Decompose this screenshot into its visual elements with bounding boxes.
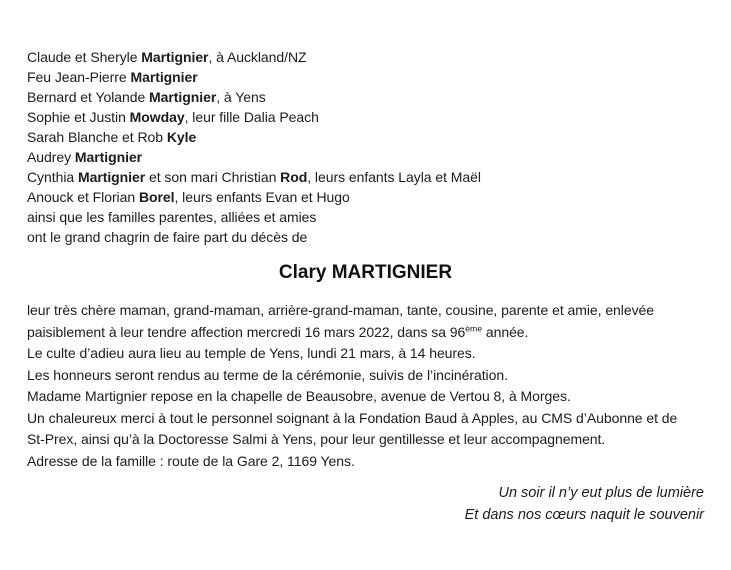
surname-bold: Kyle [166, 129, 197, 145]
text-segment: , à Auckland/NZ [208, 49, 307, 65]
epitaph [27, 482, 704, 526]
family-line [27, 107, 704, 127]
family-line [27, 167, 704, 187]
text-segment: Les honneurs seront rendus au terme de la cérémonie, suivis de l’incinération. [27, 366, 508, 383]
deceased-name-title: Clary MARTIGNIER [278, 262, 453, 283]
text-segment: Un chaleureux merci à tout le personnel soignant à la Fondation Baud à Apples, au CMS d’Aubonne et de [27, 409, 678, 426]
family-line [27, 227, 704, 247]
notice-line [27, 322, 704, 344]
text-segment: Audrey [27, 149, 75, 165]
text-segment: Adresse de la famille : route de la Gare 2, 1169 Yens. [27, 452, 355, 469]
family-line [27, 187, 704, 207]
epitaph-line: Et dans nos cœurs naquit le souvenir [464, 507, 704, 523]
surname-bold: Martignier [74, 149, 143, 165]
text-segment: Le culte d’adieu aura lieu au temple de Yens, lundi 21 mars, à 14 heures. [27, 345, 476, 361]
text-segment: paisiblement à leur tendre affection mercredi 16 mars 2022, dans sa 96 [27, 323, 466, 340]
family-line [27, 127, 704, 147]
text-segment: , leurs enfants Evan et Hugo [174, 189, 350, 205]
notice-line [27, 343, 704, 365]
text-segment: ont le grand chagrin de faire part du décès de [27, 229, 308, 245]
surname-bold: Martignier [141, 49, 209, 65]
text-segment: ainsi que les familles parentes, alliées et amies [27, 209, 317, 225]
surname-bold: Martignier [130, 69, 198, 85]
family-line [27, 147, 704, 167]
family-line [27, 207, 704, 227]
surname-bold: Martignier [149, 89, 217, 105]
text-segment: année. [482, 323, 529, 340]
ordinal-superscript: ème [465, 322, 483, 333]
text-segment: Cynthia [27, 169, 78, 185]
text-segment: , à Yens [216, 89, 266, 105]
family-line [27, 67, 704, 87]
surname-bold: Borel [138, 189, 175, 205]
text-segment: , leurs enfants Layla et Maël [307, 169, 481, 185]
surname-bold: Martignier [77, 169, 146, 185]
surname-bold: Rod [280, 169, 308, 185]
family-line [27, 87, 704, 107]
notice-line [27, 429, 704, 451]
epitaph-line: Un soir il n’y eut plus de lumière [498, 485, 704, 501]
text-segment: Madame Martignier repose en la chapelle de Beausobre, avenue de Vertou 8, à Morges. [27, 388, 571, 404]
notice-text [27, 300, 704, 472]
surname-bold: Mowday [129, 109, 185, 125]
notice-line [27, 386, 704, 408]
notice-line [27, 451, 704, 473]
text-segment: leur très chère maman, grand-maman, arrière-grand-maman, tante, cousine, parente et amie, enlevée [27, 302, 655, 318]
text-segment: Claude et Sheryle [27, 49, 142, 65]
text-segment: , leur fille Dalia Peach [184, 109, 319, 125]
text-segment: et son mari Christian [145, 169, 281, 185]
notice-line [27, 365, 704, 387]
notice-line [27, 408, 704, 430]
text-segment: Feu Jean-Pierre [27, 69, 131, 85]
family-list [27, 47, 704, 247]
text-segment: Sophie et Justin [27, 109, 130, 125]
family-line [27, 47, 704, 67]
text-segment: Bernard et Yolande [27, 89, 150, 105]
text-segment: Sarah Blanche et Rob [27, 129, 167, 145]
text-segment: Anouck et Florian [27, 189, 139, 205]
text-segment: St-Prex, ainsi qu’à la Doctoresse Salmi à Yens, pour leur gentillesse et leur accompagnement. [27, 431, 606, 447]
notice-line [27, 300, 704, 322]
